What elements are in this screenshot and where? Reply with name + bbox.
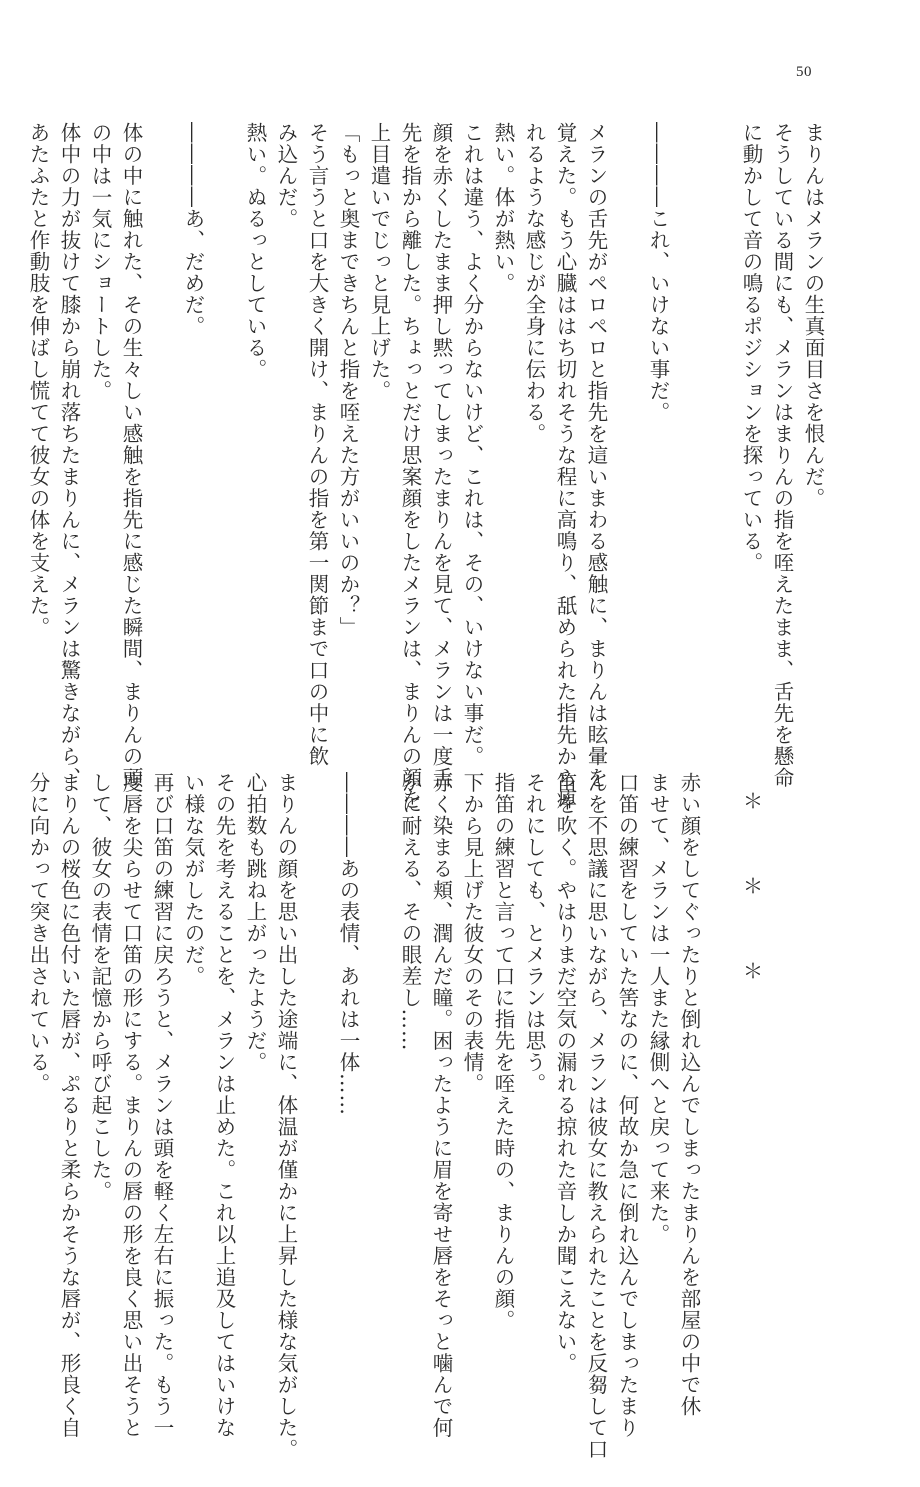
text-line [363, 772, 394, 1452]
lower-text-block [22, 772, 828, 1460]
text-line: 心拍数も跳ね上がったようだ。 [243, 772, 267, 1073]
text-line: 赤く染まる頬、潤んだ瞳。困ったように眉を寄せ唇をそっと噛んで何 [429, 772, 453, 1439]
text-line: 口笛の練習をしていた筈なのに、何故か急に倒れ込んでしまったまり [615, 772, 639, 1439]
text-line [146, 122, 177, 722]
text-line: 分に向かって突き出されている。 [26, 772, 50, 1095]
text-line: まりんはメランの生真面目さを恨んだ。 [801, 122, 825, 509]
text-line: そう言うと口を大きく開け、まりんの指を第一関節まで口の中に飲 [305, 122, 329, 767]
text-line: に動かして音の鳴るポジションを探っている。 [739, 122, 763, 574]
page-number: 50 [796, 64, 812, 80]
text-line: それにしても、とメランは思う。 [522, 772, 546, 1095]
text-line: そうしている間にも、メランはまりんの指を咥えたまま、舌先を懸命 [770, 122, 794, 789]
text-line [704, 122, 735, 722]
text-line: 指笛の練習と言って口に指先を咥えた時の、まりんの顔。 [491, 772, 515, 1331]
text-line: ――――これ、いけない事だ。 [646, 122, 670, 423]
text-line: あたふたと作動肢を伸ばし慌てて彼女の体を支えた。 [26, 122, 50, 638]
text-line: れるような感じが全身に伝わる。 [522, 122, 546, 445]
text-line: 先を指から離した。ちょっとだけ思案顔をしたメランは、まりんの顔を [398, 122, 422, 810]
text-line [673, 122, 704, 722]
text-line [611, 122, 642, 722]
text-line: ――――あの表情、あれは一体…… [336, 772, 360, 1116]
text-line: 再び口笛の練習に戻ろうと、メランは頭を軽く左右に振った。もう一 [150, 772, 174, 1439]
text-line [301, 772, 332, 1452]
text-line: まりんの顔を思い出した途端に、体温が僅かに上昇した様な気がした。 [274, 772, 298, 1460]
text-line: ――――あ、だめだ。 [181, 122, 205, 337]
scene-separator: ＊ ＊ ＊ [739, 790, 763, 1003]
text-line: 熱い。ぬるっとしている。 [243, 122, 267, 380]
text-line: 笛を吹く。やはりまだ空気の漏れる掠れた音しか聞こえない。 [553, 772, 577, 1374]
text-line: 赤い顔をしてぐったりと倒れ込んでしまったまりんを部屋の中で休 [677, 772, 701, 1417]
text-line: 熱い。体が熱い。 [491, 122, 515, 294]
upper-text-block [22, 122, 828, 810]
text-line: 覚えた。もう心臓ははち切れそうな程に高鳴り、舐められた指先から痺 [553, 122, 577, 810]
text-line: 「もっと奥まできちんと指を咥えた方がいいのか？」 [336, 122, 360, 638]
text-line: の中は一気にショートした。 [88, 122, 112, 402]
text-line [208, 122, 239, 722]
text-line: 度唇を尖らせて口笛の形にする。まりんの唇の形を良く思い出そうと [119, 772, 143, 1439]
text-line: まりんの桜色に色付いた唇が、ぷるりと柔らかそうな唇が、形良く自 [57, 772, 81, 1439]
text-line: その先を考えることを、メランは止めた。これ以上追及してはいけな [212, 772, 236, 1439]
text-line: メランの舌先がペロペロと指先を這いまわる感触に、まりんは眩暈を [584, 122, 608, 789]
text-line: 上目遣いでじっと見上げた。 [367, 122, 391, 402]
text-line: んを不思議に思いながら、メランは彼女に教えられたことを反芻して口 [584, 772, 608, 1460]
text-line: 体の中に触れた、その生々しい感触を指先に感じた瞬間、まりんの頭 [119, 122, 143, 789]
text-line: 体中の力が抜けて膝から崩れ落ちたまりんに、メランは驚きながら、 [57, 122, 81, 789]
text-line: 顔を赤くしたまま押し黙ってしまったまりんを見て、メランは一度舌 [429, 122, 453, 789]
text-line: い様な気がしたのだ。 [181, 772, 205, 987]
text-line: して、彼女の表情を記憶から呼び起こした。 [88, 772, 112, 1202]
text-line: ませて、メランは一人また縁側へと戻って来た。 [646, 772, 670, 1245]
text-line: 下から見上げた彼女のその表情。 [460, 772, 484, 1095]
text-line: かに耐える、その眼差し…… [398, 772, 422, 1052]
text-line: み込んだ。 [274, 122, 298, 230]
text-line: これは違う、よく分からないけど、これは、その、いけない事だ。 [460, 122, 484, 767]
